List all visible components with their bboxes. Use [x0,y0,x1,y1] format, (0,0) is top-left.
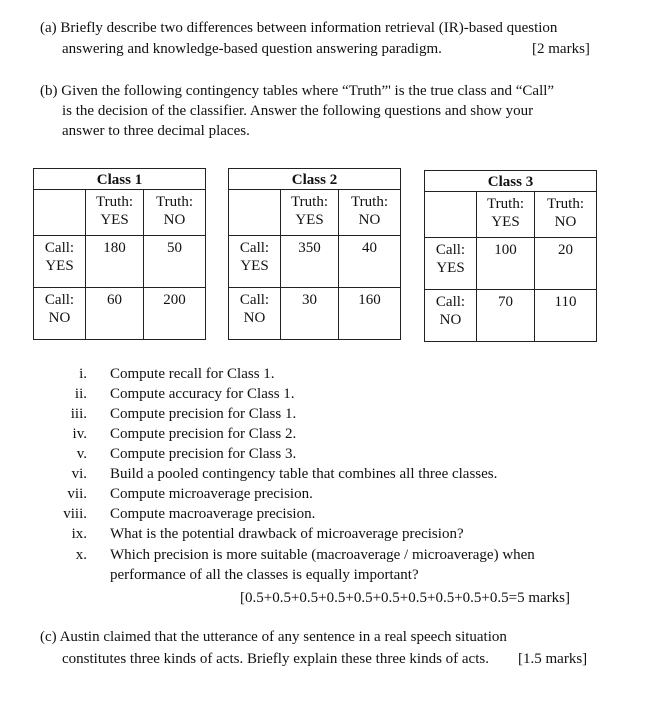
question-number: ii. [74,386,87,402]
table-cell: 160 [339,288,401,340]
table-cell: 200 [144,288,206,340]
table-corner [34,190,86,236]
question-number: viii. [63,506,87,522]
table-cell: 50 [144,236,206,288]
table-cell: 70 [477,290,535,342]
column-header-truth-yes: Truth: YES [281,190,339,236]
part-b-line-2: is the decision of the classifier. Answer the following questions and show your [62,103,534,119]
part-b-line-3: answer to three decimal places. [62,123,250,139]
column-header-truth-no: Truth: NO [339,190,401,236]
part-c-line-1: (c) Austin claimed that the utterance of any sentence in a real speech situation [40,629,507,645]
part-b-line-1: (b) Given the following contingency tables where “Truth”' is the true class and “Call” [40,83,555,99]
table-cell: 40 [339,236,401,288]
question-number: x. [75,547,87,563]
table-cell: 110 [535,290,597,342]
question-text: Compute recall for Class 1. [110,366,275,382]
part-a-line-1: (a) Briefly describe two differences between information retrieval (IR)-based question [40,20,558,36]
question-number: ix. [71,526,87,542]
table-cell: 100 [477,238,535,290]
question-text: Which precision is more suitable (macroaverage / microaverage) when [110,547,535,563]
part-c-line-2: constitutes three kinds of acts. Briefly explain these three kinds of acts. [62,651,489,667]
question-text: What is the potential drawback of microaverage precision? [110,526,464,542]
contingency-table-class-3 [424,170,597,342]
column-header-truth-no: Truth: NO [535,192,597,238]
row-header-call-yes: Call: YES [229,236,281,288]
question-text: Compute precision for Class 2. [110,426,297,442]
part-a-marks: [2 marks] [532,41,590,57]
table-cell: 20 [535,238,597,290]
row-header-call-no: Call: NO [34,288,86,340]
question-text: Compute precision for Class 3. [110,446,297,462]
table-cell: 60 [86,288,144,340]
table-cell: 350 [281,236,339,288]
table-title: Class 1 [34,169,206,190]
part-a-line-2: answering and knowledge-based question answering paradigm. [62,41,442,57]
part-c-marks: [1.5 marks] [518,651,588,667]
question-number: iv. [72,426,87,442]
question-number: vii. [67,486,87,502]
column-header-truth-yes: Truth: YES [477,192,535,238]
question-number: iii. [70,406,87,422]
table-title: Class 2 [229,169,401,190]
row-header-call-yes: Call: YES [425,238,477,290]
question-number: vi. [71,466,87,482]
question-text: Build a pooled contingency table that combines all three classes. [110,466,498,482]
question-text: Compute accuracy for Class 1. [110,386,295,402]
question-number: v. [76,446,87,462]
column-header-truth-yes: Truth: YES [86,190,144,236]
question-number: i. [79,366,87,382]
table-corner [229,190,281,236]
part-b-marks: [0.5+0.5+0.5+0.5+0.5+0.5+0.5+0.5+0.5+0.5=5 marks] [240,590,570,606]
table-title: Class 3 [425,171,597,192]
contingency-table-class-2 [228,168,401,340]
row-header-call-no: Call: NO [425,290,477,342]
table-cell: 30 [281,288,339,340]
contingency-table-class-1 [33,168,206,340]
question-text-continued: performance of all the classes is equally important? [110,567,419,583]
row-header-call-no: Call: NO [229,288,281,340]
row-header-call-yes: Call: YES [34,236,86,288]
question-text: Compute microaverage precision. [110,486,313,502]
table-corner [425,192,477,238]
question-text: Compute precision for Class 1. [110,406,297,422]
question-text: Compute macroaverage precision. [110,506,316,522]
column-header-truth-no: Truth: NO [144,190,206,236]
table-cell: 180 [86,236,144,288]
